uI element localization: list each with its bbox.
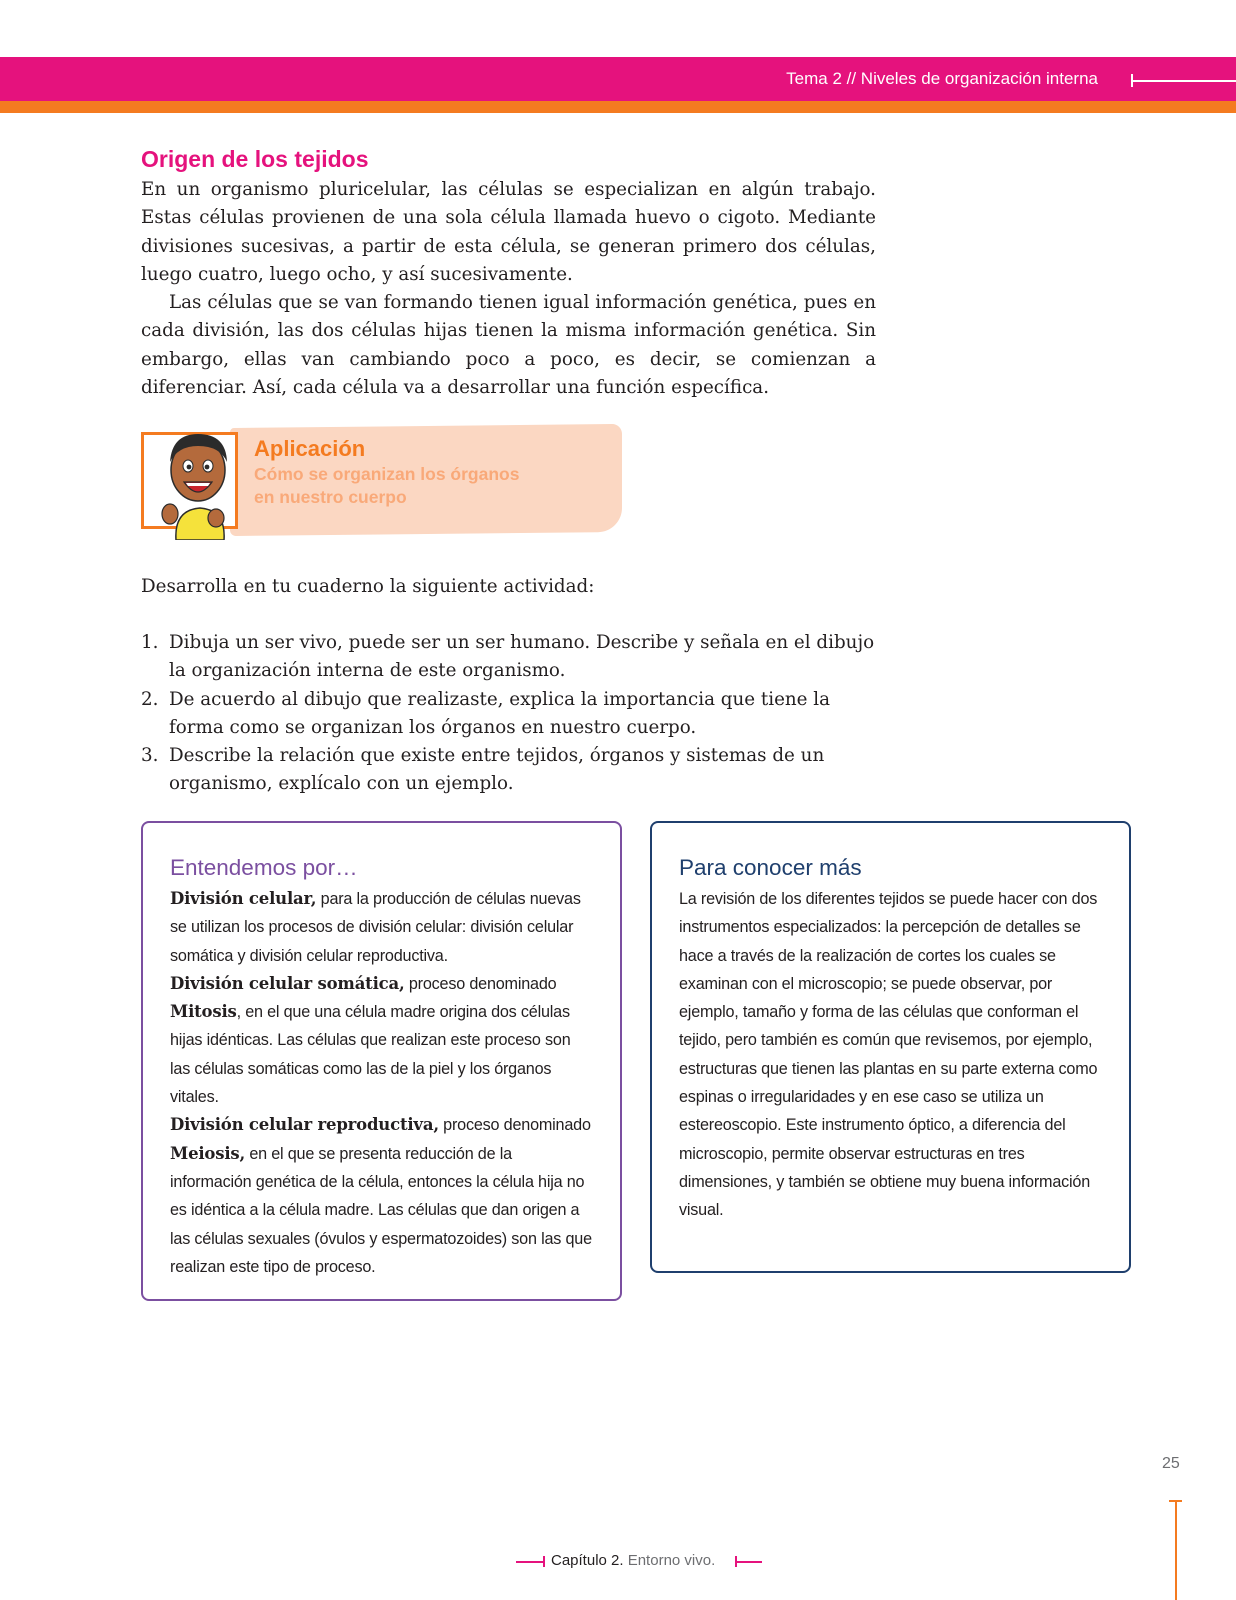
activity-intro: Desarrolla en tu cuaderno la siguiente actividad:: [141, 576, 595, 597]
side-rule: [1175, 1501, 1177, 1600]
footer-tick-left: [543, 1556, 545, 1567]
list-item: [141, 629, 881, 686]
footer-rule-left: [516, 1561, 543, 1563]
list-item: [141, 742, 881, 799]
list-text: De acuerdo al dibujo que realizaste, explica la importancia que tiene la forma como se organizan los órganos en nuestro cuerpo.: [169, 688, 831, 738]
list-item: [141, 686, 881, 743]
glossary-term: División celular somática,: [170, 973, 405, 993]
glossary-entry: [170, 1111, 594, 1281]
chapter-label: Capítulo 2.: [551, 1552, 624, 1569]
section-title: Origen de los tejidos: [141, 146, 369, 172]
glossary-definition: en el que se presenta reducción de la información genética de la célula, entonces la célula hija no es idéntica a la célula madre. Las células que dan origen a las células sexuales (óvulos y espermatozoides) son las que realizan este tipo de proceso.: [170, 1144, 592, 1276]
more-info-title: Para conocer más: [679, 855, 862, 880]
glossary-box: [141, 821, 622, 1301]
glossary-definition: proceso denominado: [404, 974, 557, 993]
application-subtitle-line: en nuestro cuerpo: [254, 487, 407, 507]
header-rule: [1131, 80, 1236, 82]
glossary-definition: , en el que una célula madre origina dos células hijas idénticas. Las células que realizan este proceso son las células somáticas como las de la piel y los órganos vitales.: [170, 1003, 571, 1107]
application-subtitle: [254, 463, 584, 509]
list-text: Dibuja un ser vivo, puede ser un ser humano. Describe y señala en el dibujo la organización interna de este organismo.: [169, 632, 875, 682]
application-title: Aplicación: [254, 436, 366, 461]
glossary-term: División celular reproductiva,: [170, 1115, 439, 1135]
list-text: Describe la relación que existe entre tejidos, órganos y sistemas de un organismo, explícalo con un ejemplo.: [169, 745, 825, 795]
glossary-title: Entendemos por…: [170, 855, 358, 880]
glossary-entry: [170, 885, 594, 970]
footer: [516, 1552, 756, 1572]
more-info-box: [650, 821, 1131, 1273]
more-info-body: [679, 885, 1103, 1225]
glossary-term: División celular,: [170, 889, 317, 908]
chapter-footer: [551, 1552, 715, 1569]
more-info-text: La revisión de los diferentes tejidos se puede hacer con dos instrumentos especializados: la percepción de detalles se hace a través de la realización de cortes los cuales se examinan con el microscopio; se puede observar, por ejemplo, tamaño y forma de las células que conforman el tejido, pero también es común que revisemos, por ejemplo, estructuras que tienen las plantas en su parte externa como espinas o irregularidades y en ese caso se utiliza un estereoscopio. Este instrumento óptico, a diferencia del microscopio, permite observar estructuras en tres dimensiones, y también se obtiene muy buena información visual.: [679, 890, 1098, 1220]
glossary-body: [170, 885, 594, 1281]
student-thumbs-up-icon: [150, 422, 250, 540]
application-subtitle-line: Cómo se organizan los órganos: [254, 464, 520, 484]
list-number: 2.: [141, 688, 159, 710]
list-number: 3.: [141, 745, 159, 767]
glossary-definition: para la producción de células nuevas se utilizan los procesos de división celular: división celular somática y división celular reproductiva.: [170, 890, 581, 965]
chapter-name: Entorno vivo.: [623, 1552, 716, 1569]
paragraph: Las células que se van formando tienen igual información genética, pues en cada división, las dos células hijas tienen la misma información genética. Sin embargo, ellas van cambiando poco a poco, es decir, se comienzan a diferenciar. Así, cada célula va a desarrollar una función específica.: [141, 292, 876, 399]
section-body: [141, 176, 876, 402]
glossary-term: Mitosis: [170, 1002, 237, 1022]
activity-list: [141, 629, 881, 799]
footer-rule-right: [735, 1561, 762, 1563]
glossary-definition: proceso denominado: [438, 1116, 591, 1135]
page-number: 25: [1162, 1455, 1180, 1472]
list-number: 1.: [141, 632, 159, 653]
glossary-entry: [170, 970, 594, 1111]
header-orange-stripe: [0, 101, 1236, 113]
topic-header: Tema 2 // Niveles de organización interna: [786, 69, 1098, 88]
glossary-term: Meiosis,: [170, 1143, 246, 1163]
paragraph: En un organismo pluricelular, las células se especializan en algún trabajo. Estas células provienen de una sola célula llamada huevo o cigoto. Mediante divisiones sucesivas, a partir de esta célula, se generan primero dos células, luego cuatro, luego ocho, y así sucesivamente.: [141, 179, 876, 285]
